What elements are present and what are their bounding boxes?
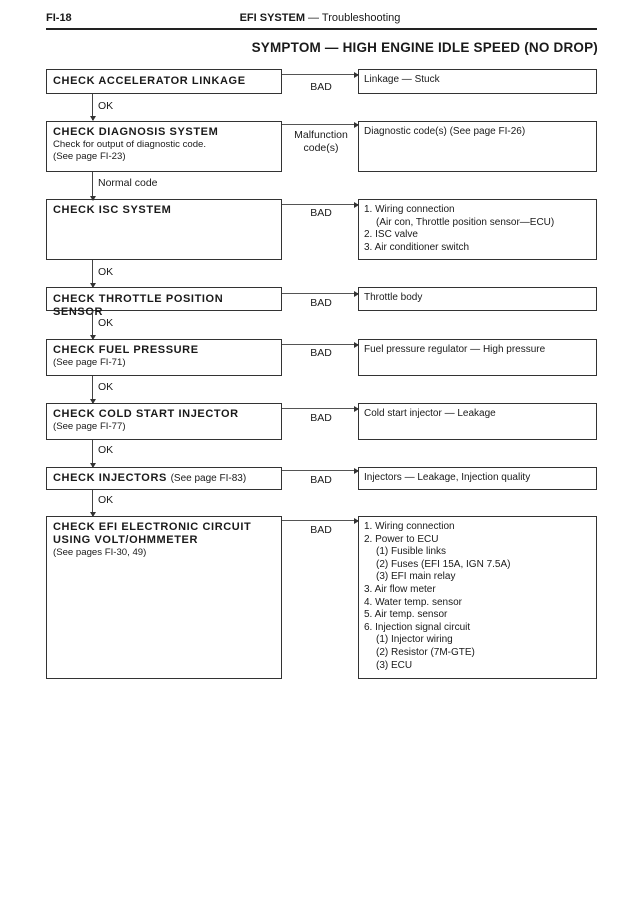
check-isc-system-box — [46, 199, 282, 260]
flow-label: OK — [98, 266, 114, 278]
result-item: Diagnostic code(s) (See page FI-26) — [364, 126, 526, 137]
step-title: CHECK FUEL PRESSURE — [53, 344, 199, 356]
condition-label: BAD — [310, 474, 332, 486]
result-item: 1. Wiring connection — [364, 521, 455, 532]
result-box — [358, 69, 597, 94]
bad-arrow — [282, 408, 358, 409]
step-title: CHECK EFI ELECTRONIC CIRCUIT — [53, 521, 252, 533]
check-fuel-pressure-box — [46, 339, 282, 376]
check-efi-electronic-circuit-box — [46, 516, 282, 679]
result-item: 4. Water temp. sensor — [364, 596, 462, 608]
step-title-line2: USING VOLT/OHMMETER — [53, 534, 199, 546]
check-injectors-box — [46, 467, 282, 490]
section-subtitle: — Troubleshooting — [305, 12, 401, 24]
condition-label: BAD — [310, 207, 332, 219]
step-title-text: CHECK INJECTORS — [53, 472, 167, 484]
flow-arrow — [92, 440, 93, 467]
flow-label: OK — [98, 100, 114, 112]
result-item: Fuel pressure regulator — High pressure — [364, 344, 546, 355]
page-reference: (See page FI-71) — [53, 357, 126, 368]
result-box — [358, 199, 597, 260]
result-box — [358, 516, 597, 679]
bad-arrow — [282, 204, 358, 205]
step-title: CHECK DIAGNOSIS SYSTEM — [53, 126, 219, 138]
result-item: 2. Power to ECU — [364, 533, 439, 545]
bad-arrow — [282, 344, 358, 345]
flow-label: OK — [98, 317, 114, 329]
result-box — [358, 403, 597, 440]
condition-label: BAD — [310, 524, 332, 536]
result-item: 6. Injection signal circuit — [364, 621, 471, 633]
section-title — [0, 12, 640, 24]
flow-label: Normal code — [98, 177, 158, 189]
page-number: FI-18 — [46, 12, 72, 24]
result-box — [358, 339, 597, 376]
check-throttle-position-sensor-box — [46, 287, 282, 318]
condition-label: Malfunction code(s) — [294, 129, 348, 154]
check-accelerator-linkage-box — [46, 69, 282, 94]
condition-label: BAD — [310, 347, 332, 359]
result-item: 5. Air temp. sensor — [364, 609, 448, 621]
malfunction-arrow — [282, 124, 358, 125]
step-title: CHECK ISC SYSTEM — [53, 204, 172, 216]
flow-label: OK — [98, 494, 114, 506]
step-note: Check for output of diagnostic code. — [53, 139, 207, 150]
page-reference: (See pages FI-30, 49) — [53, 547, 147, 558]
flow-arrow — [92, 172, 93, 200]
condition-label: BAD — [310, 412, 332, 424]
bad-arrow — [282, 520, 358, 521]
result-item: Injectors — Leakage, Injection quality — [364, 472, 531, 483]
result-item: (3) EFI main relay — [376, 571, 456, 583]
result-item: Linkage — Stuck — [364, 74, 440, 85]
result-item: 3. Air flow meter — [364, 583, 436, 595]
result-item: (1) Injector wiring — [376, 634, 453, 646]
page-reference: (See page FI-83) — [170, 473, 247, 484]
step-title — [53, 472, 275, 485]
result-item: (1) Fusible links — [376, 546, 447, 558]
step-title: CHECK ACCELERATOR LINKAGE — [53, 75, 246, 87]
result-item: (Air con, Throttle position sensor—ECU) — [376, 216, 555, 228]
result-item: 2. ISC valve — [364, 229, 418, 241]
result-box — [358, 467, 597, 490]
bad-arrow — [282, 74, 358, 75]
result-item: (3) ECU — [376, 659, 413, 671]
flow-arrow — [92, 260, 93, 287]
condition-label: BAD — [310, 297, 332, 309]
check-diagnosis-system-box — [46, 121, 282, 172]
flow-arrow — [92, 490, 93, 516]
bad-arrow — [282, 470, 358, 471]
check-cold-start-injector-box — [46, 403, 282, 440]
bad-arrow — [282, 293, 358, 294]
flow-arrow — [92, 94, 93, 120]
header-rule — [46, 28, 597, 30]
result-item: Throttle body — [364, 292, 423, 303]
flow-label: OK — [98, 381, 114, 393]
result-item: 3. Air conditioner switch — [364, 241, 470, 253]
symptom-title: SYMPTOM — HIGH ENGINE IDLE SPEED (NO DROP) — [251, 40, 598, 55]
result-box — [358, 287, 597, 311]
condition-label: BAD — [310, 81, 332, 93]
page-reference: (See page FI-23) — [53, 151, 126, 162]
result-box — [358, 121, 597, 172]
result-item: 1. Wiring connection — [364, 204, 455, 215]
result-item: (2) Fuses (EFI 15A, IGN 7.5A) — [376, 558, 511, 570]
result-item: (2) Resistor (7M-GTE) — [376, 646, 475, 658]
flow-arrow — [92, 311, 93, 339]
step-title: CHECK COLD START INJECTOR — [53, 408, 239, 420]
page-reference: (See page FI-77) — [53, 421, 126, 432]
result-item: Cold start injector — Leakage — [364, 408, 496, 419]
flow-label: OK — [98, 444, 114, 456]
step-title: CHECK THROTTLE POSITION SENSOR — [53, 293, 224, 318]
flow-arrow — [92, 376, 93, 403]
section-name: EFI SYSTEM — [239, 12, 305, 24]
